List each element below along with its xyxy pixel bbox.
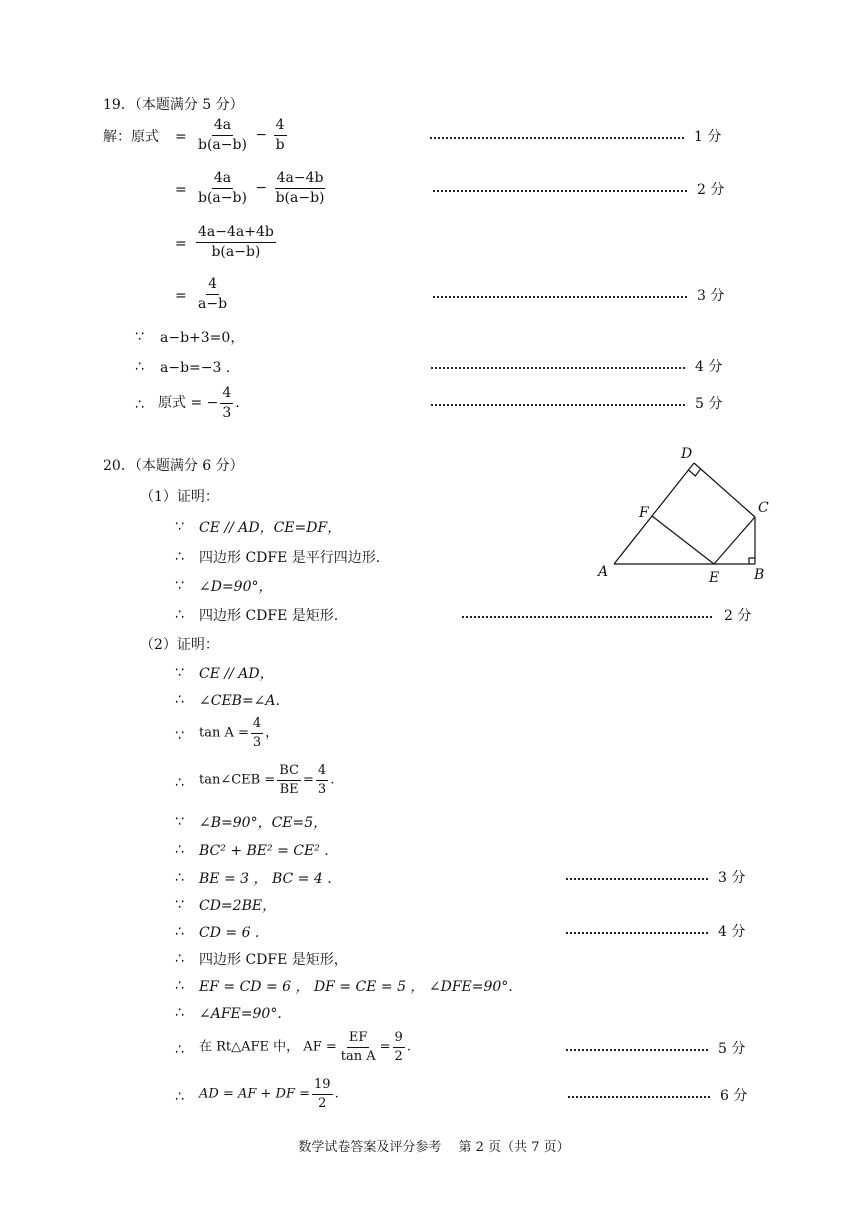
- score-mark: 6 分: [720, 1088, 748, 1104]
- leader-dots: [433, 296, 687, 298]
- because-symbol: ∵: [175, 897, 184, 913]
- therefore-symbol: ∴: [175, 1042, 184, 1058]
- q19-jie: 解：原式: [103, 129, 159, 145]
- because-symbol: ∵: [175, 814, 184, 830]
- therefore-symbol: ∴: [175, 951, 184, 967]
- q20-a4: 四边形 CDFE 是矩形.: [199, 608, 339, 624]
- label-C: C: [758, 500, 769, 516]
- leader-dots: [462, 616, 712, 618]
- q19-line5: a−b+3=0，: [160, 330, 245, 346]
- score-mark: 5 分: [718, 1041, 746, 1057]
- segment-AD: [614, 463, 694, 564]
- right-angle-mark-B: [749, 558, 755, 564]
- leader-dots: [566, 1049, 708, 1051]
- segment-CE: [714, 517, 755, 564]
- therefore-symbol: ∴: [175, 1005, 184, 1021]
- leader-dots: [430, 137, 684, 139]
- q20-part1-label: （1）证明：: [140, 489, 219, 505]
- q20-b7: BE = 3 ， BC = 4 .: [199, 871, 332, 887]
- eq-sign: =: [175, 182, 187, 198]
- therefore-symbol: ∴: [175, 607, 184, 623]
- q20-b4: tan∠CEB = $\frac{BC}{BE}$ = $\frac{4}{3}$ .: [199, 763, 335, 797]
- score-mark: 2 分: [697, 182, 725, 198]
- therefore-symbol: ∴: [175, 842, 184, 858]
- q19-line1: $\frac{4a}{b(a-b)}$ − $\frac{4}{b}$: [198, 117, 285, 153]
- eq-sign: =: [175, 129, 187, 145]
- label-A: A: [598, 564, 609, 580]
- q20-header: 20．（本题满分 6 分）: [103, 458, 244, 474]
- score-mark: 1 分: [694, 129, 722, 145]
- q19-line6: a−b=−3 .: [160, 360, 231, 376]
- therefore-symbol: ∴: [175, 1089, 184, 1105]
- q20-part2-label: （2）证明：: [140, 637, 219, 653]
- score-mark: 3 分: [697, 288, 725, 304]
- page-footer: 数学试卷答案及评分参考 第 2 页（共 7 页）: [298, 1140, 570, 1155]
- q20-b2: ∠CEB=∠A.: [199, 693, 280, 709]
- q19-line7: 原式 = − $\frac{4}{3}$ .: [158, 385, 240, 421]
- segment-DC: [694, 463, 755, 517]
- leader-dots: [431, 404, 685, 406]
- q19-header: 19．（本题满分 5 分）: [103, 97, 244, 113]
- q20-b9: CD = 6 .: [199, 925, 260, 941]
- q19-line3: $\frac{4a-4a+4b}{b(a-b)}$: [198, 224, 274, 260]
- score-mark: 2 分: [724, 608, 752, 624]
- label-B: B: [754, 567, 765, 583]
- leader-dots: [433, 190, 687, 192]
- q20-b6: BC² + BE² = CE² .: [199, 843, 329, 859]
- leader-dots: [568, 1096, 710, 1098]
- therefore-symbol: ∴: [175, 978, 184, 994]
- score-mark: 5 分: [695, 396, 723, 412]
- therefore-symbol: ∴: [175, 549, 184, 565]
- therefore-symbol: ∴: [135, 397, 144, 413]
- q20-b8: CD=2BE，: [199, 898, 277, 914]
- because-symbol: ∵: [135, 329, 144, 345]
- score-mark: 3 分: [718, 870, 746, 886]
- q20-a2: 四边形 CDFE 是平行四边形.: [199, 550, 381, 566]
- because-symbol: ∵: [175, 519, 184, 535]
- right-angle-mark-D: [689, 469, 701, 476]
- q20-b12: ∠AFE=90°.: [199, 1006, 282, 1022]
- q20-b3: tan A = $\frac{4}{3}$ ，: [199, 716, 279, 750]
- eq-sign: =: [175, 288, 187, 304]
- leader-dots: [566, 878, 708, 880]
- therefore-symbol: ∴: [175, 870, 184, 886]
- q20-b10: 四边形 CDFE 是矩形，: [199, 952, 348, 968]
- therefore-symbol: ∴: [175, 692, 184, 708]
- because-symbol: ∵: [175, 578, 184, 594]
- q20-b14: AD = AF + DF = $\frac{19}{2}$ .: [199, 1077, 339, 1111]
- q20-b13: 在 Rt△AFE 中， AF = $\frac{EF}{\text{tan A}}$ = $\frac{9}{2}$ .: [199, 1030, 411, 1064]
- q20-b5: ∠B=90°，CE=5，: [199, 815, 328, 831]
- score-mark: 4 分: [718, 924, 746, 940]
- geometry-figure: [590, 440, 780, 590]
- because-symbol: ∵: [175, 665, 184, 681]
- because-symbol: ∵: [175, 728, 184, 744]
- q19-line4: $\frac{4}{a-b}$: [198, 276, 228, 312]
- therefore-symbol: ∴: [175, 924, 184, 940]
- leader-dots: [431, 367, 685, 369]
- q20-b11: EF = CD = 6 ， DF = CE = 5 ， ∠DFE=90°.: [199, 979, 513, 995]
- therefore-symbol: ∴: [135, 359, 144, 375]
- label-F: F: [639, 505, 649, 521]
- label-D: D: [681, 446, 693, 462]
- therefore-symbol: ∴: [175, 775, 184, 791]
- q20-b1: CE // AD，: [199, 666, 274, 682]
- score-mark: 4 分: [695, 359, 723, 375]
- segment-FE: [652, 516, 714, 564]
- eq-sign: =: [175, 236, 187, 252]
- q20-a3: ∠D=90°，: [199, 579, 273, 595]
- leader-dots: [566, 932, 708, 934]
- q20-a1: CE // AD，CE=DF，: [199, 520, 342, 536]
- label-E: E: [709, 570, 720, 586]
- q19-line2: $\frac{4a}{b(a-b)}$ − $\frac{4a-4b}{b(a-b)}$: [198, 170, 325, 206]
